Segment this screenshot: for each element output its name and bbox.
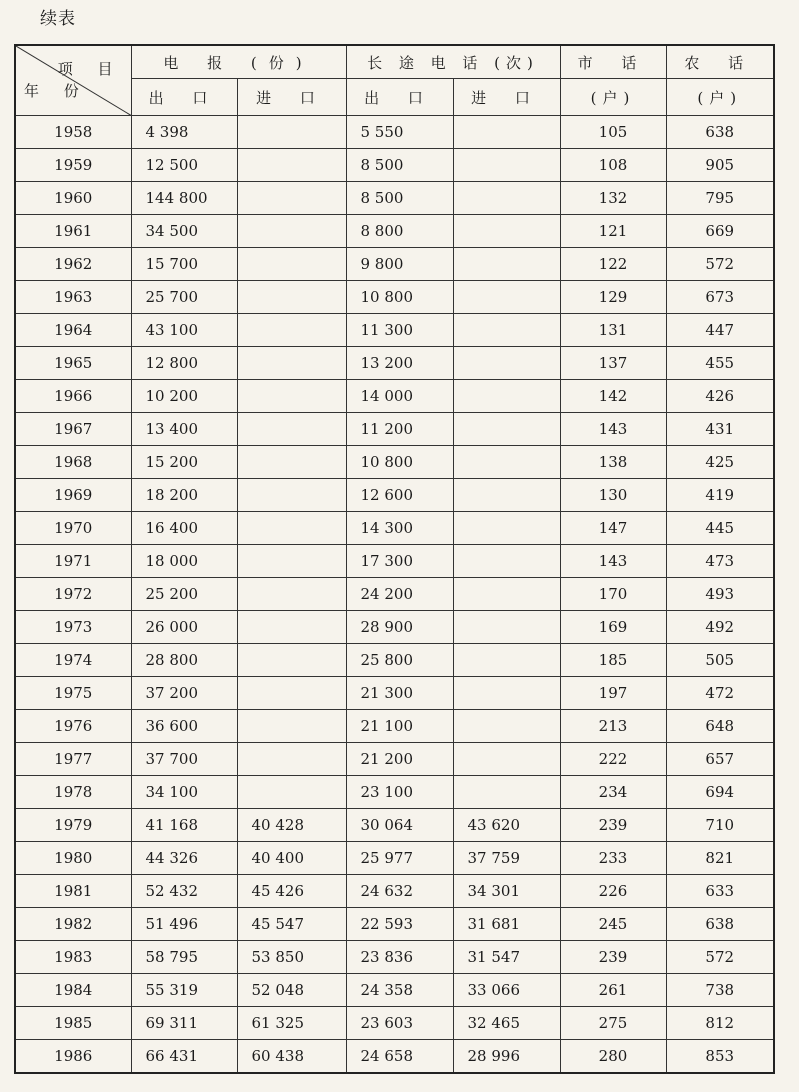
cell-longdistance-in: 37 759 — [453, 842, 560, 875]
cell-telegram-in — [237, 545, 346, 578]
cell-longdistance-out: 8 800 — [346, 215, 453, 248]
table-row — [15, 677, 774, 710]
header-longdistance: 长 途 电 话 (次) — [346, 45, 560, 79]
cell-longdistance-in — [453, 743, 560, 776]
cell-telegram-out: 69 311 — [131, 1007, 237, 1040]
cell-telegram-out: 12 800 — [131, 347, 237, 380]
cell-telegram-in — [237, 314, 346, 347]
cell-year: 1965 — [15, 347, 131, 380]
table-row — [15, 809, 774, 842]
table-caption: 续表 — [40, 9, 76, 29]
cell-longdistance-out: 11 200 — [346, 413, 453, 446]
cell-longdistance-out: 25 977 — [346, 842, 453, 875]
cell-longdistance-out: 12 600 — [346, 479, 453, 512]
cell-telegram-out: 43 100 — [131, 314, 237, 347]
cell-telegram-in — [237, 710, 346, 743]
cell-city-phone: 131 — [560, 314, 666, 347]
cell-telegram-in — [237, 611, 346, 644]
cell-year: 1960 — [15, 182, 131, 215]
cell-longdistance-in — [453, 347, 560, 380]
cell-longdistance-out: 25 800 — [346, 644, 453, 677]
header-rural-phone: 农 话 — [666, 45, 774, 79]
cell-year: 1971 — [15, 545, 131, 578]
cell-rural-phone: 425 — [666, 446, 774, 479]
cell-telegram-in: 45 547 — [237, 908, 346, 941]
cell-longdistance-in: 31 547 — [453, 941, 560, 974]
cell-rural-phone: 445 — [666, 512, 774, 545]
cell-telegram-out: 36 600 — [131, 710, 237, 743]
cell-longdistance-in — [453, 116, 560, 149]
statistics-table — [14, 44, 775, 1074]
table-row — [15, 908, 774, 941]
cell-telegram-out: 28 800 — [131, 644, 237, 677]
cell-longdistance-in — [453, 710, 560, 743]
cell-year: 1963 — [15, 281, 131, 314]
cell-city-phone: 143 — [560, 413, 666, 446]
cell-rural-phone: 472 — [666, 677, 774, 710]
cell-longdistance-in — [453, 182, 560, 215]
table-row — [15, 578, 774, 611]
cell-longdistance-out: 21 200 — [346, 743, 453, 776]
cell-telegram-out: 144 800 — [131, 182, 237, 215]
header-city-phone: 市 话 — [560, 45, 666, 79]
cell-longdistance-out: 5 550 — [346, 116, 453, 149]
cell-rural-phone: 812 — [666, 1007, 774, 1040]
cell-city-phone: 121 — [560, 215, 666, 248]
table-row — [15, 743, 774, 776]
cell-longdistance-out: 23 100 — [346, 776, 453, 809]
cell-rural-phone: 638 — [666, 908, 774, 941]
cell-year: 1986 — [15, 1040, 131, 1073]
cell-year: 1980 — [15, 842, 131, 875]
cell-longdistance-out: 24 632 — [346, 875, 453, 908]
cell-longdistance-out: 10 800 — [346, 446, 453, 479]
cell-longdistance-in — [453, 644, 560, 677]
cell-rural-phone: 473 — [666, 545, 774, 578]
cell-rural-phone: 493 — [666, 578, 774, 611]
table-row — [15, 479, 774, 512]
header-longdistance-in: 进 口 — [453, 79, 560, 116]
header-city-unit: (户) — [560, 79, 666, 116]
table-row — [15, 1040, 774, 1073]
cell-telegram-out: 37 700 — [131, 743, 237, 776]
cell-telegram-out: 44 326 — [131, 842, 237, 875]
table-row — [15, 875, 774, 908]
cell-year: 1962 — [15, 248, 131, 281]
cell-telegram-out: 55 319 — [131, 974, 237, 1007]
cell-year: 1969 — [15, 479, 131, 512]
header-rural-unit: (户) — [666, 79, 774, 116]
table-body — [15, 116, 774, 1073]
cell-longdistance-out: 22 593 — [346, 908, 453, 941]
cell-year: 1958 — [15, 116, 131, 149]
cell-rural-phone: 419 — [666, 479, 774, 512]
table-row — [15, 710, 774, 743]
cell-city-phone: 275 — [560, 1007, 666, 1040]
cell-telegram-out: 58 795 — [131, 941, 237, 974]
cell-longdistance-in — [453, 215, 560, 248]
cell-telegram-in — [237, 644, 346, 677]
cell-telegram-out: 66 431 — [131, 1040, 237, 1073]
cell-city-phone: 185 — [560, 644, 666, 677]
cell-telegram-out: 26 000 — [131, 611, 237, 644]
cell-city-phone: 147 — [560, 512, 666, 545]
cell-longdistance-in — [453, 512, 560, 545]
cell-longdistance-out: 24 358 — [346, 974, 453, 1007]
cell-telegram-in — [237, 215, 346, 248]
table-row — [15, 974, 774, 1007]
cell-longdistance-in — [453, 248, 560, 281]
cell-telegram-out: 34 500 — [131, 215, 237, 248]
cell-rural-phone: 455 — [666, 347, 774, 380]
cell-city-phone: 245 — [560, 908, 666, 941]
cell-year: 1979 — [15, 809, 131, 842]
cell-longdistance-in: 34 301 — [453, 875, 560, 908]
cell-city-phone: 170 — [560, 578, 666, 611]
cell-longdistance-in: 28 996 — [453, 1040, 560, 1073]
cell-longdistance-out: 24 200 — [346, 578, 453, 611]
cell-rural-phone: 673 — [666, 281, 774, 314]
cell-rural-phone: 710 — [666, 809, 774, 842]
cell-longdistance-in — [453, 149, 560, 182]
table-row — [15, 314, 774, 347]
cell-rural-phone: 905 — [666, 149, 774, 182]
table-row — [15, 1007, 774, 1040]
cell-city-phone: 122 — [560, 248, 666, 281]
cell-longdistance-in — [453, 446, 560, 479]
cell-longdistance-out: 28 900 — [346, 611, 453, 644]
cell-year: 1978 — [15, 776, 131, 809]
cell-rural-phone: 572 — [666, 941, 774, 974]
cell-year: 1964 — [15, 314, 131, 347]
cell-rural-phone: 648 — [666, 710, 774, 743]
cell-rural-phone: 572 — [666, 248, 774, 281]
cell-longdistance-in — [453, 677, 560, 710]
cell-rural-phone: 426 — [666, 380, 774, 413]
cell-rural-phone: 853 — [666, 1040, 774, 1073]
cell-telegram-out: 12 500 — [131, 149, 237, 182]
cell-longdistance-out: 11 300 — [346, 314, 453, 347]
cell-longdistance-in — [453, 776, 560, 809]
cell-longdistance-out: 14 000 — [346, 380, 453, 413]
cell-telegram-out: 18 200 — [131, 479, 237, 512]
table-row — [15, 380, 774, 413]
cell-longdistance-out: 23 836 — [346, 941, 453, 974]
cell-rural-phone: 657 — [666, 743, 774, 776]
cell-year: 1984 — [15, 974, 131, 1007]
cell-rural-phone: 492 — [666, 611, 774, 644]
cell-year: 1968 — [15, 446, 131, 479]
cell-telegram-out: 25 200 — [131, 578, 237, 611]
cell-longdistance-in — [453, 479, 560, 512]
corner-header — [15, 45, 131, 116]
cell-year: 1959 — [15, 149, 131, 182]
cell-year: 1976 — [15, 710, 131, 743]
cell-longdistance-in: 33 066 — [453, 974, 560, 1007]
table-row — [15, 545, 774, 578]
cell-telegram-in — [237, 248, 346, 281]
table-row — [15, 149, 774, 182]
cell-rural-phone: 738 — [666, 974, 774, 1007]
cell-telegram-in — [237, 512, 346, 545]
cell-telegram-out: 15 700 — [131, 248, 237, 281]
cell-telegram-in — [237, 281, 346, 314]
cell-longdistance-out: 8 500 — [346, 182, 453, 215]
cell-city-phone: 129 — [560, 281, 666, 314]
cell-longdistance-out: 10 800 — [346, 281, 453, 314]
cell-rural-phone: 447 — [666, 314, 774, 347]
cell-telegram-in — [237, 479, 346, 512]
cell-city-phone: 142 — [560, 380, 666, 413]
cell-longdistance-in — [453, 413, 560, 446]
cell-city-phone: 132 — [560, 182, 666, 215]
cell-telegram-in — [237, 743, 346, 776]
cell-telegram-out: 34 100 — [131, 776, 237, 809]
corner-year-label: 年 份 — [24, 82, 89, 100]
cell-year: 1983 — [15, 941, 131, 974]
cell-year: 1972 — [15, 578, 131, 611]
cell-longdistance-out: 30 064 — [346, 809, 453, 842]
cell-city-phone: 239 — [560, 809, 666, 842]
cell-longdistance-in — [453, 314, 560, 347]
table-row — [15, 248, 774, 281]
cell-city-phone: 280 — [560, 1040, 666, 1073]
cell-telegram-in: 40 428 — [237, 809, 346, 842]
cell-longdistance-out: 17 300 — [346, 545, 453, 578]
cell-city-phone: 108 — [560, 149, 666, 182]
cell-telegram-out: 51 496 — [131, 908, 237, 941]
cell-telegram-in — [237, 380, 346, 413]
cell-city-phone: 137 — [560, 347, 666, 380]
table-row — [15, 776, 774, 809]
cell-telegram-out: 52 432 — [131, 875, 237, 908]
cell-longdistance-out: 9 800 — [346, 248, 453, 281]
cell-year: 1974 — [15, 644, 131, 677]
cell-rural-phone: 638 — [666, 116, 774, 149]
cell-city-phone: 233 — [560, 842, 666, 875]
cell-telegram-in — [237, 578, 346, 611]
cell-longdistance-out: 23 603 — [346, 1007, 453, 1040]
table-header — [15, 45, 774, 116]
cell-longdistance-in — [453, 281, 560, 314]
header-row-1 — [15, 45, 774, 79]
table-row — [15, 182, 774, 215]
cell-longdistance-out: 21 100 — [346, 710, 453, 743]
table-row — [15, 644, 774, 677]
cell-city-phone: 105 — [560, 116, 666, 149]
table-row — [15, 281, 774, 314]
cell-city-phone: 261 — [560, 974, 666, 1007]
cell-telegram-in: 53 850 — [237, 941, 346, 974]
cell-year: 1961 — [15, 215, 131, 248]
cell-rural-phone: 505 — [666, 644, 774, 677]
table-row — [15, 413, 774, 446]
cell-longdistance-out: 8 500 — [346, 149, 453, 182]
cell-city-phone: 239 — [560, 941, 666, 974]
cell-telegram-out: 41 168 — [131, 809, 237, 842]
cell-telegram-in: 60 438 — [237, 1040, 346, 1073]
cell-telegram-in — [237, 116, 346, 149]
cell-longdistance-in — [453, 545, 560, 578]
cell-telegram-out: 16 400 — [131, 512, 237, 545]
cell-year: 1981 — [15, 875, 131, 908]
cell-longdistance-in: 43 620 — [453, 809, 560, 842]
cell-rural-phone: 633 — [666, 875, 774, 908]
cell-longdistance-in — [453, 380, 560, 413]
cell-longdistance-in: 31 681 — [453, 908, 560, 941]
corner-item-label: 项 目 — [57, 60, 123, 78]
cell-telegram-in: 61 325 — [237, 1007, 346, 1040]
table-row — [15, 446, 774, 479]
cell-telegram-in: 40 400 — [237, 842, 346, 875]
cell-longdistance-out: 24 658 — [346, 1040, 453, 1073]
table-row — [15, 512, 774, 545]
cell-telegram-in — [237, 413, 346, 446]
cell-city-phone: 234 — [560, 776, 666, 809]
cell-telegram-out: 25 700 — [131, 281, 237, 314]
cell-telegram-in — [237, 446, 346, 479]
cell-longdistance-in — [453, 578, 560, 611]
cell-city-phone: 138 — [560, 446, 666, 479]
cell-rural-phone: 795 — [666, 182, 774, 215]
cell-telegram-in: 52 048 — [237, 974, 346, 1007]
header-telegram-in: 进 口 — [237, 79, 346, 116]
cell-longdistance-in: 32 465 — [453, 1007, 560, 1040]
cell-city-phone: 213 — [560, 710, 666, 743]
cell-longdistance-out: 21 300 — [346, 677, 453, 710]
cell-city-phone: 143 — [560, 545, 666, 578]
cell-longdistance-in — [453, 611, 560, 644]
table-row — [15, 347, 774, 380]
cell-telegram-in — [237, 182, 346, 215]
header-longdistance-out: 出 口 — [346, 79, 453, 116]
cell-telegram-in — [237, 149, 346, 182]
cell-city-phone: 222 — [560, 743, 666, 776]
cell-rural-phone: 694 — [666, 776, 774, 809]
cell-city-phone: 197 — [560, 677, 666, 710]
table-row — [15, 116, 774, 149]
cell-year: 1977 — [15, 743, 131, 776]
cell-year: 1970 — [15, 512, 131, 545]
cell-telegram-out: 10 200 — [131, 380, 237, 413]
header-telegram: 电 报 (份) — [131, 45, 346, 79]
cell-year: 1975 — [15, 677, 131, 710]
cell-telegram-out: 13 400 — [131, 413, 237, 446]
cell-telegram-in — [237, 347, 346, 380]
table-row — [15, 842, 774, 875]
cell-city-phone: 226 — [560, 875, 666, 908]
table-row — [15, 215, 774, 248]
cell-longdistance-out: 14 300 — [346, 512, 453, 545]
cell-city-phone: 169 — [560, 611, 666, 644]
cell-telegram-in: 45 426 — [237, 875, 346, 908]
cell-telegram-out: 18 000 — [131, 545, 237, 578]
cell-rural-phone: 431 — [666, 413, 774, 446]
cell-year: 1966 — [15, 380, 131, 413]
cell-city-phone: 130 — [560, 479, 666, 512]
cell-year: 1973 — [15, 611, 131, 644]
table-row — [15, 941, 774, 974]
header-telegram-out: 出 口 — [131, 79, 237, 116]
cell-rural-phone: 821 — [666, 842, 774, 875]
cell-year: 1967 — [15, 413, 131, 446]
table-row — [15, 611, 774, 644]
cell-rural-phone: 669 — [666, 215, 774, 248]
cell-longdistance-out: 13 200 — [346, 347, 453, 380]
cell-telegram-out: 37 200 — [131, 677, 237, 710]
cell-year: 1985 — [15, 1007, 131, 1040]
cell-year: 1982 — [15, 908, 131, 941]
cell-telegram-in — [237, 677, 346, 710]
cell-telegram-in — [237, 776, 346, 809]
cell-telegram-out: 15 200 — [131, 446, 237, 479]
cell-telegram-out: 4 398 — [131, 116, 237, 149]
